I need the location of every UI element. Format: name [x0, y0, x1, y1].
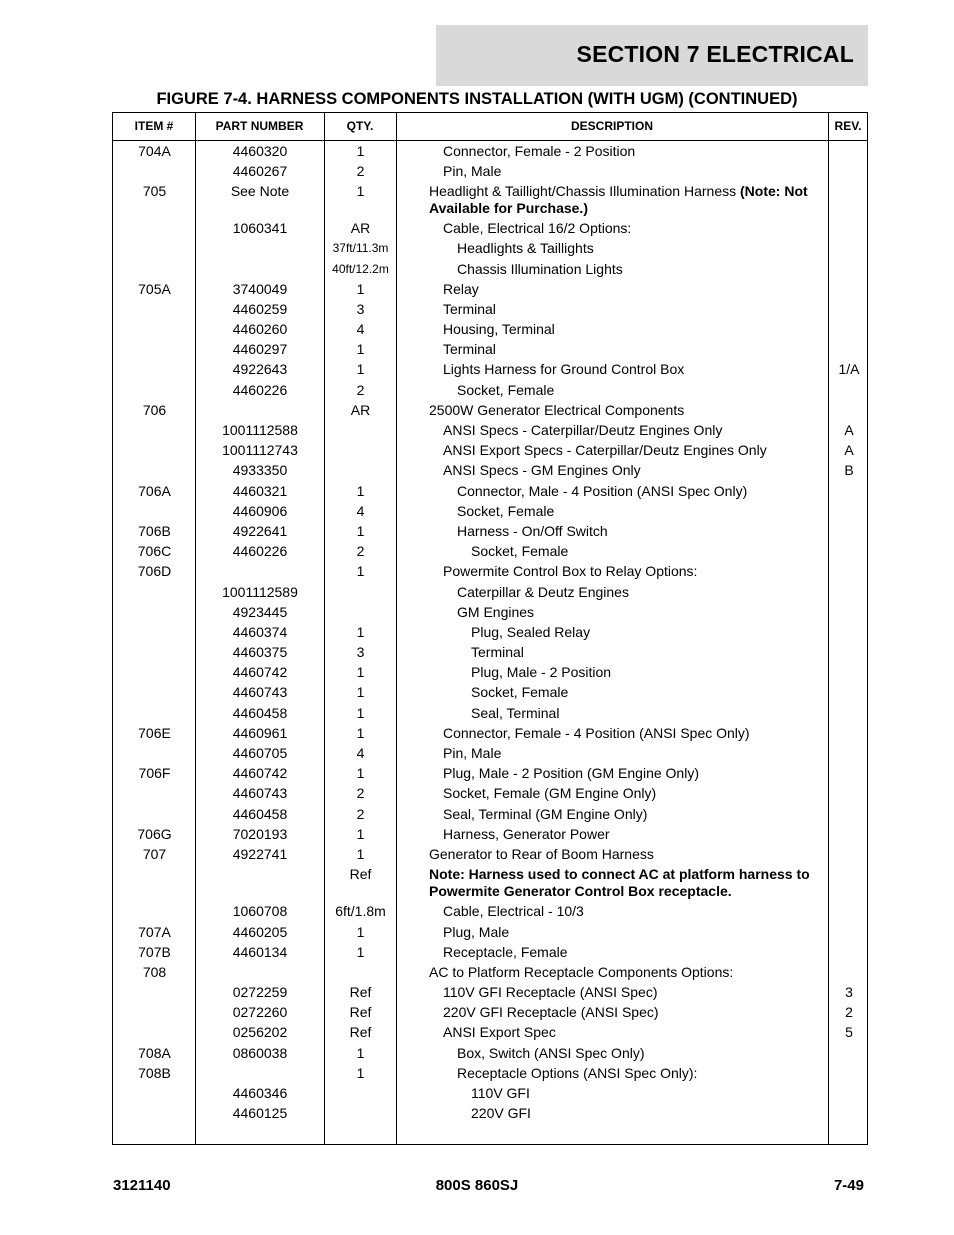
- description-text: ANSI Specs - Caterpillar/Deutz Engines Only: [443, 422, 723, 439]
- item-number: 705: [142, 182, 167, 199]
- description-note: (Note: Not Available for Purchase.): [429, 182, 808, 216]
- description: [429, 483, 853, 500]
- footer-page-number: 7-49: [833, 1177, 864, 1194]
- description-text: Pin, Male: [443, 162, 502, 179]
- table-row: [113, 542, 869, 562]
- footer-model: 800S 860SJ: [435, 1177, 519, 1194]
- part-number: 4922741: [232, 845, 288, 862]
- quantity: 1: [356, 142, 365, 159]
- description: [429, 422, 839, 439]
- table-row: [113, 340, 869, 360]
- description: [429, 684, 867, 701]
- description: [429, 624, 867, 641]
- description: [429, 543, 867, 560]
- part-number: 4460297: [232, 341, 288, 358]
- description: [429, 604, 853, 621]
- description-text: ANSI Export Spec: [443, 1024, 556, 1041]
- quantity: 1: [356, 724, 365, 741]
- description: [429, 903, 839, 920]
- section-title: SECTION 7 ELECTRICAL: [576, 41, 854, 67]
- quantity: 1: [356, 845, 365, 862]
- table-row: [113, 764, 869, 784]
- table-row: [113, 723, 869, 743]
- part-number: 4460961: [232, 724, 288, 741]
- part-number: 4460226: [232, 543, 288, 560]
- header-description: DESCRIPTION: [570, 119, 653, 133]
- quantity: Ref: [349, 1024, 372, 1041]
- table-row: [113, 161, 869, 181]
- description: [429, 785, 839, 802]
- quantity: 2: [356, 805, 365, 822]
- quantity: 6ft/1.8m: [335, 903, 386, 920]
- quantity: 1: [356, 563, 365, 580]
- table-row: [113, 360, 869, 380]
- table-row: [113, 622, 869, 642]
- item-number: 708: [142, 963, 167, 980]
- quantity: 1: [356, 280, 365, 297]
- description-text: 220V GFI: [471, 1105, 531, 1122]
- part-number: 4460743: [232, 785, 288, 802]
- description-text: ANSI Export Specs - Caterpillar/Deutz Engines Only: [443, 442, 767, 459]
- description: [429, 765, 839, 782]
- part-number: 4460705: [232, 745, 288, 762]
- part-number: 4460205: [232, 923, 288, 940]
- quantity: 1: [356, 943, 365, 960]
- description: [429, 866, 825, 900]
- part-number: 4460743: [232, 684, 288, 701]
- item-number: 708A: [138, 1044, 171, 1061]
- description-text: Headlight & Taillight/Chassis Illumination Harness: [429, 182, 741, 199]
- quantity: 1: [356, 1044, 365, 1061]
- item-number: 706A: [138, 482, 171, 499]
- description: [429, 664, 867, 681]
- description-text: ANSI Specs - GM Engines Only: [443, 462, 641, 479]
- description: [429, 503, 853, 520]
- quantity: 1: [356, 361, 365, 378]
- description: [429, 220, 839, 237]
- description-text: Terminal: [443, 341, 496, 358]
- table-row: [113, 804, 869, 824]
- item-number: 707B: [138, 943, 171, 960]
- table-row: [113, 663, 869, 683]
- description-text: Receptacle Options (ANSI Spec Only):: [457, 1064, 698, 1081]
- description: [429, 523, 853, 540]
- description-text: Socket, Female (GM Engine Only): [443, 785, 657, 802]
- header-part-number: PART NUMBER: [215, 119, 304, 133]
- table-row: [113, 962, 869, 982]
- table-row: [113, 141, 869, 161]
- part-number: 4460346: [232, 1085, 288, 1102]
- revision: A: [844, 422, 854, 439]
- description: [429, 1024, 839, 1041]
- quantity: 1: [356, 341, 365, 358]
- part-number: 4923445: [232, 603, 288, 620]
- description-text: AC to Platform Receptacle Components Options:: [429, 963, 734, 980]
- description-text: Powermite Control Box to Relay Options:: [443, 563, 698, 580]
- part-number: 4460374: [232, 623, 288, 640]
- quantity: 1: [356, 704, 365, 721]
- description-text: Plug, Male - 2 Position: [471, 664, 612, 681]
- description: [429, 644, 867, 661]
- description: [429, 261, 853, 278]
- description-text: Seal, Terminal: [471, 704, 560, 721]
- revision: 3: [845, 984, 853, 1001]
- table-row: [113, 865, 869, 902]
- description: [429, 1105, 867, 1122]
- part-number: 0272259: [232, 984, 288, 1001]
- description-text: Plug, Male - 2 Position (GM Engine Only): [443, 765, 699, 782]
- table-row: [113, 582, 869, 602]
- table-row: [113, 902, 869, 922]
- item-number: 706E: [138, 724, 171, 741]
- table-row: [113, 824, 869, 844]
- description: [429, 964, 825, 981]
- part-number: 1060708: [232, 903, 288, 920]
- description-text: Plug, Sealed Relay: [471, 623, 591, 640]
- revision: A: [844, 442, 854, 459]
- description-text: Socket, Female: [457, 502, 555, 519]
- part-number: 4460320: [232, 142, 288, 159]
- part-number: See Note: [230, 182, 290, 199]
- description-text: Connector, Male - 4 Position (ANSI Spec Only): [457, 482, 748, 499]
- table-row: [113, 1104, 869, 1124]
- revision: 1/A: [838, 361, 860, 378]
- description-text: Cable, Electrical - 10/3: [443, 903, 584, 920]
- part-number: 0860038: [232, 1044, 288, 1061]
- item-number: 706F: [138, 765, 171, 782]
- table-row: [113, 1083, 869, 1103]
- description: [429, 725, 839, 742]
- quantity: 1: [356, 623, 365, 640]
- quantity: 4: [356, 321, 365, 338]
- description-note: Note: Harness used to connect AC at platform harness to Powermite Generator Control Box receptacle.: [429, 866, 810, 900]
- table-row: [113, 219, 869, 239]
- description-text: Caterpillar & Deutz Engines: [457, 583, 629, 600]
- description-text: Socket, Female: [471, 543, 569, 560]
- table-row: [113, 1043, 869, 1063]
- quantity: 1: [356, 923, 365, 940]
- part-number: 4922643: [232, 361, 288, 378]
- description: [429, 183, 825, 217]
- description: [429, 143, 839, 160]
- description-text: Box, Switch (ANSI Spec Only): [457, 1044, 645, 1061]
- item-number: 705A: [138, 280, 171, 297]
- header-qty: QTY.: [346, 119, 374, 133]
- quantity: 37ft/11.3m: [332, 241, 389, 256]
- table-row: [113, 942, 869, 962]
- quantity: 1: [356, 522, 365, 539]
- part-number: 4460321: [232, 482, 288, 499]
- quantity: 1: [356, 664, 365, 681]
- part-number: 7020193: [232, 825, 288, 842]
- figure-title: FIGURE 7-4. HARNESS COMPONENTS INSTALLATION (WITH UGM) (CONTINUED): [156, 90, 798, 108]
- quantity: 1: [356, 1064, 365, 1081]
- section-banner: [436, 25, 868, 86]
- description-text: Relay: [443, 280, 479, 297]
- table-row: [113, 259, 869, 279]
- table-row: [113, 922, 869, 942]
- quantity: AR: [350, 220, 371, 237]
- footer-doc-number: 3121140: [113, 1177, 171, 1194]
- part-number: 1001112743: [222, 442, 298, 459]
- description: [429, 361, 839, 378]
- description: [429, 1045, 853, 1062]
- part-number: 4460375: [232, 644, 288, 661]
- header-rev: REV.: [834, 119, 862, 133]
- description: [429, 826, 839, 843]
- description: [429, 745, 839, 762]
- table-row: [113, 380, 869, 400]
- part-number: 0256202: [232, 1024, 288, 1041]
- quantity: 2: [356, 381, 365, 398]
- quantity: 3: [356, 644, 365, 661]
- description-text: 110V GFI: [471, 1085, 530, 1102]
- table-body: [113, 141, 869, 1124]
- part-number: 4460458: [232, 704, 288, 721]
- table-row: [113, 400, 869, 420]
- table-row: [113, 279, 869, 299]
- description: [429, 584, 853, 601]
- quantity: Ref: [349, 866, 372, 883]
- part-number: 4460134: [232, 943, 288, 960]
- part-number: 4460742: [232, 664, 288, 681]
- quantity: 3: [356, 300, 365, 317]
- description-text: Socket, Female: [471, 684, 569, 701]
- description: [429, 281, 839, 298]
- table-row: [113, 983, 869, 1003]
- description-text: 220V GFI Receptacle (ANSI Spec): [443, 1004, 659, 1021]
- table-row: [113, 1063, 869, 1083]
- description: [429, 705, 867, 722]
- description: [429, 944, 839, 961]
- quantity: 4: [356, 745, 365, 762]
- item-number: 708B: [138, 1064, 171, 1081]
- table-row: [113, 703, 869, 723]
- table-row: [113, 481, 869, 501]
- part-number: 1001112588: [222, 422, 298, 439]
- item-number: 704A: [138, 142, 171, 159]
- table-row: [113, 521, 869, 541]
- item-number: 706: [142, 401, 167, 418]
- table-row: [113, 239, 869, 259]
- part-number: 4460125: [232, 1105, 288, 1122]
- quantity: 40ft/12.2m: [332, 261, 389, 276]
- description-text: Plug, Male: [443, 923, 510, 940]
- description-text: Connector, Female - 4 Position (ANSI Spec Only): [443, 724, 750, 741]
- part-number: 4460260: [232, 321, 288, 338]
- table-row: [113, 420, 869, 440]
- part-number: 4460267: [232, 162, 288, 179]
- revision: 2: [845, 1004, 853, 1021]
- item-number: 707A: [138, 923, 171, 940]
- description-text: GM Engines: [457, 603, 535, 620]
- quantity: Ref: [349, 984, 372, 1001]
- description: [429, 301, 839, 318]
- table-row: [113, 501, 869, 521]
- description: [429, 321, 839, 338]
- description-text: Lights Harness for Ground Control Box: [443, 361, 685, 378]
- description: [429, 846, 825, 863]
- table-row: [113, 643, 869, 663]
- quantity: 1: [356, 825, 365, 842]
- quantity: AR: [350, 401, 371, 418]
- item-number: 706G: [137, 825, 172, 842]
- part-number: 1001112589: [222, 583, 298, 600]
- description-text: Generator to Rear of Boom Harness: [429, 845, 654, 862]
- item-number: 707: [142, 845, 167, 862]
- description-text: Cable, Electrical 16/2 Options:: [443, 220, 632, 237]
- table-row: [113, 299, 869, 319]
- item-number: 706D: [137, 563, 172, 580]
- table-row: [113, 602, 869, 622]
- description-text: 110V GFI Receptacle (ANSI Spec): [443, 984, 658, 1001]
- description: [429, 984, 839, 1001]
- header-item: ITEM #: [134, 119, 174, 133]
- description-text: Harness - On/Off Switch: [457, 522, 608, 539]
- table-row: [113, 320, 869, 340]
- description: [429, 442, 839, 459]
- description-text: Terminal: [443, 300, 496, 317]
- description: [429, 1085, 867, 1102]
- description-text: 2500W Generator Electrical Components: [429, 401, 685, 418]
- table-row: [113, 844, 869, 864]
- description: [429, 402, 825, 419]
- quantity: 2: [356, 543, 365, 560]
- description: [429, 1004, 839, 1021]
- description: [429, 563, 839, 580]
- description: [429, 240, 853, 257]
- description-text: Terminal: [471, 644, 524, 661]
- part-number: 1060341: [232, 220, 288, 237]
- table-row: [113, 784, 869, 804]
- item-number: 706B: [138, 522, 171, 539]
- quantity: Ref: [349, 1004, 372, 1021]
- table-row: [113, 562, 869, 582]
- quantity: 2: [356, 785, 365, 802]
- table-row: [113, 1003, 869, 1023]
- item-number: 706C: [137, 543, 172, 560]
- table-row: [113, 181, 869, 218]
- description-text: Harness, Generator Power: [443, 825, 610, 842]
- description-text: Housing, Terminal: [443, 321, 555, 338]
- part-number: 4460226: [232, 381, 288, 398]
- table-row: [113, 1023, 869, 1043]
- parts-table: [112, 112, 868, 1145]
- description: [429, 924, 839, 941]
- part-number: 4460259: [232, 300, 288, 317]
- quantity: 1: [356, 765, 365, 782]
- description: [429, 382, 853, 399]
- quantity: 1: [356, 684, 365, 701]
- part-number: 4922641: [232, 522, 288, 539]
- part-number: 3740049: [232, 280, 288, 297]
- revision: B: [844, 462, 854, 479]
- part-number: 4460458: [232, 805, 288, 822]
- description-text: Receptacle, Female: [443, 943, 568, 960]
- description: [429, 1065, 853, 1082]
- description-text: Seal, Terminal (GM Engine Only): [443, 805, 648, 822]
- part-number: 4460906: [232, 502, 288, 519]
- quantity: 1: [356, 482, 365, 499]
- quantity: 1: [356, 182, 365, 199]
- revision: 5: [845, 1024, 853, 1041]
- quantity: 4: [356, 502, 365, 519]
- description: [429, 462, 839, 479]
- quantity: 2: [356, 162, 365, 179]
- part-number: 0272260: [232, 1004, 288, 1021]
- part-number: 4460742: [232, 765, 288, 782]
- part-number: 4933350: [232, 462, 288, 479]
- description-text: Socket, Female: [457, 381, 555, 398]
- description-text: Chassis Illumination Lights: [457, 260, 623, 277]
- description: [429, 341, 839, 358]
- table-row: [113, 441, 869, 461]
- table-row: [113, 461, 869, 481]
- table-row: [113, 683, 869, 703]
- description: [429, 163, 839, 180]
- table-row: [113, 743, 869, 763]
- description-text: Pin, Male: [443, 745, 502, 762]
- description-text: Connector, Female - 2 Position: [443, 142, 636, 159]
- description-text: Headlights & Taillights: [457, 240, 594, 257]
- description: [429, 806, 839, 823]
